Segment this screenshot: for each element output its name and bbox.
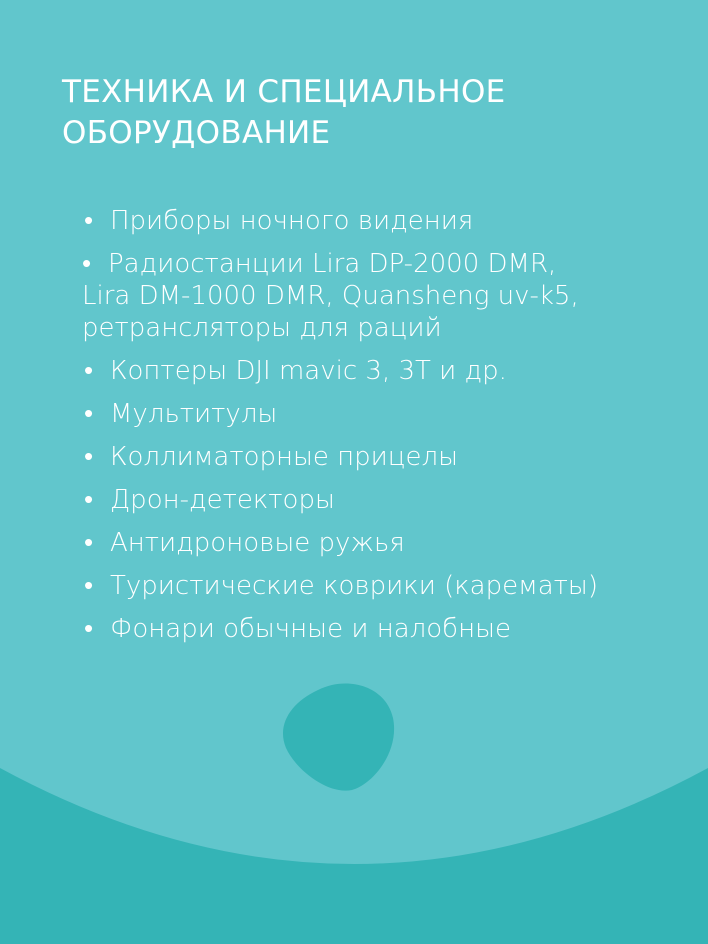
bullet-icon: • — [84, 399, 94, 429]
title-line-1: ТЕХНИКА И СПЕЦИАЛЬНОЕ — [62, 74, 506, 110]
list-item: • Приборы ночного видения — [84, 206, 474, 236]
list-item: • Радиостанции Lira DP-2000 DMR, Lira DM-1000 DMR, Quansheng uv-k5, ретрансляторы для раций — [82, 249, 579, 343]
page-title — [62, 72, 662, 154]
bullet-icon: • — [84, 528, 94, 558]
equipment-list — [84, 205, 694, 656]
list-item: • Туристические коврики (карематы) — [84, 571, 598, 601]
list-item: • Антидроновые ружья — [84, 528, 405, 558]
bullet-icon: • — [84, 442, 94, 472]
bullet-icon: • — [84, 485, 94, 515]
list-item: • Дрон-детекторы — [84, 485, 335, 515]
bottom-wave — [0, 768, 708, 944]
bullet-icon: • — [82, 249, 92, 279]
list-item: • Коллиматорные прицелы — [84, 442, 459, 472]
list-item: • Мультитулы — [84, 399, 278, 429]
bullet-icon: • — [84, 356, 94, 386]
blob-shape — [283, 683, 394, 790]
list-item: • Коптеры DJI mavic 3, 3T и др. — [84, 356, 507, 386]
list-item: • Фонари обычные и налобные — [84, 614, 511, 644]
title-line-2: ОБОРУДОВАНИЕ — [62, 115, 331, 151]
bullet-icon: • — [84, 614, 94, 644]
bullet-icon: • — [84, 571, 94, 601]
bullet-icon: • — [84, 206, 94, 236]
